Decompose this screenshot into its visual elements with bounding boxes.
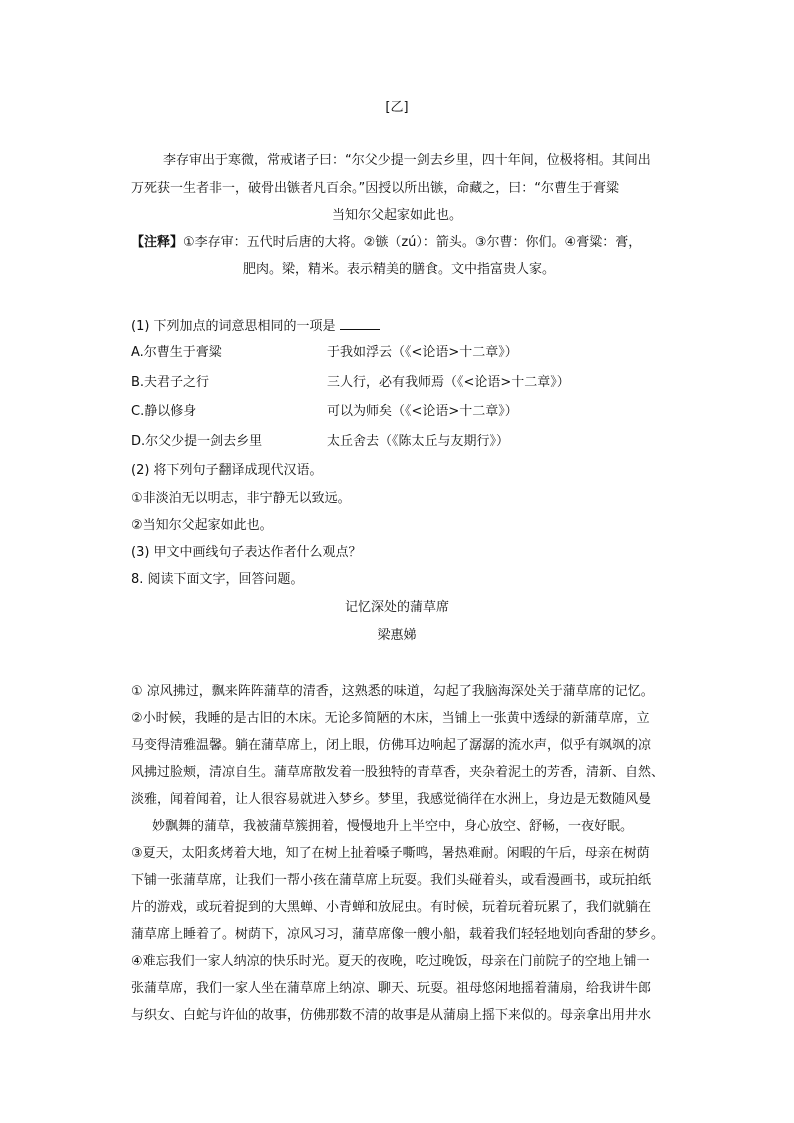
option-b-left: B.夫君子之行 [131,375,210,390]
option-c [131,403,518,421]
passage-b-line-2: 万死获一生者非一，破骨出镞者凡百余。”因授以所出镞，命藏之，曰：“尔曹生于膏粱 [131,181,619,196]
article-line-11: ④难忘我们一家人纳凉的快乐时光。夏天的夜晚，吃过晚饭，母亲在门前院子的空地上铺一 [131,954,650,969]
question-2-item-1: ①非淡泊无以明志，非宁静无以致远。 [131,491,351,506]
option-a-left: A.尔曹生于膏粱 [131,345,222,360]
article-author: 梁惠娣 [377,628,417,643]
question-2-stem: (2) 将下列句子翻译成现代汉语。 [131,463,323,478]
article-line-4: 风拂过脸颊，清凉自生。蒲草席散发着一股独特的青草香，夹杂着泥土的芳香，清新、自然、 [131,765,665,780]
option-d [131,433,510,451]
question-1-text: (1) 下列加点的词意思相同的一项是 [131,319,336,334]
option-c-right: 可以为师矣（《<论语>十二章》） [327,404,518,419]
question-1-stem [131,317,380,336]
article-line-10: 蒲草席上睡着了。树荫下，凉风习习，蒲草席像一艘小船，载着我们轻轻地划向香甜的梦乡。 [131,927,665,942]
article-line-5: 淡雅，闻着闻着，让人很容易就进入梦乡。梦里，我感觉徜徉在水洲上，身边是无数随风曼 [131,792,652,807]
article-line-2: ②小时候，我睡的是古旧的木床。无论多简陋的木床，当铺上一张黄中透绿的新蒲草席，立 [131,711,650,726]
article-line-6: 妙飘舞的蒲草，我被蒲草簇拥着，慢慢地升上半空中，身心放空、舒畅，一夜好眠。 [152,819,634,834]
note-line-1 [131,234,641,252]
option-d-right: 太丘舍去（《陈太丘与友期行》） [327,434,510,449]
article-line-8: 下铺一张蒲草席，让我们一帮小孩在蒲草席上玩耍。我们头碰着头，或看漫画书，或玩拍纸 [131,873,652,888]
passage-b-line-3: 当知尔父起家如此也。 [331,208,462,223]
question-2-item-2: ②当知尔父起家如此也。 [131,518,273,533]
option-d-left: D.尔父少提一剑去乡里 [131,434,263,449]
note-label: 【注释】 [131,235,184,250]
option-b-right: 三人行，必有我师焉（《<论语>十二章》） [327,375,570,390]
article-line-7: ③夏天，太阳炙烤着大地，知了在树上扯着嗓子嘶鸣，暑热难耐。闲暇的午后，母亲在树荫 [131,846,650,861]
passage-b-line-1: 李存审出于寒微，常戒诸子曰：“尔父少提一剑去乡里，四十年间，位极将相。其间出 [163,153,651,168]
option-b [131,374,570,392]
article-line-12: 张蒲草席，我们一家人坐在蒲草席上纳凉、聊天、玩耍。祖母悠闲地摇着蒲扇，给我讲牛郎 [131,981,652,996]
article-line-13: 与织女、白蛇与许仙的故事，仿佛那数不清的故事是从蒲扇上摇下来似的。母亲拿出用井水 [131,1008,652,1023]
option-a [131,344,518,362]
section-label: [乙] [385,100,409,115]
option-c-left: C.静以修身 [131,404,197,419]
article-line-3: 马变得清雅温馨。躺在蒲草席上，闭上眼，仿佛耳边响起了潺潺的流水声，似乎有飒飒的凉 [131,738,652,753]
note-line-2: 肥肉。梁，精米。表示精美的膳食。文中指富贵人家。 [243,262,556,277]
article-line-1: ① 凉风拂过，飘来阵阵蒲草的清香，这熟悉的味道，勾起了我脑海深处关于蒲草席的记忆。 [131,684,654,699]
question-3-stem: (3) 甲文中画线句子表达作者什么观点？ [131,545,362,560]
article-line-9: 片的游戏，或玩着捉到的大黑蝉、小青蝉和放屁虫。有时候，玩着玩着玩累了，我们就躺在 [131,900,652,915]
article-title: 记忆深处的蒲草席 [344,600,449,615]
option-a-right: 于我如浮云（《<论语>十二章》） [327,345,518,360]
note-text-1: ①李存审：五代时后唐的大将。②镞（zú）：箭头。③尔曹：你们。④膏粱：膏， [183,235,642,250]
answer-blank[interactable] [340,317,380,330]
question-8-stem: 8. 阅读下面文字，回答问题。 [131,572,304,587]
